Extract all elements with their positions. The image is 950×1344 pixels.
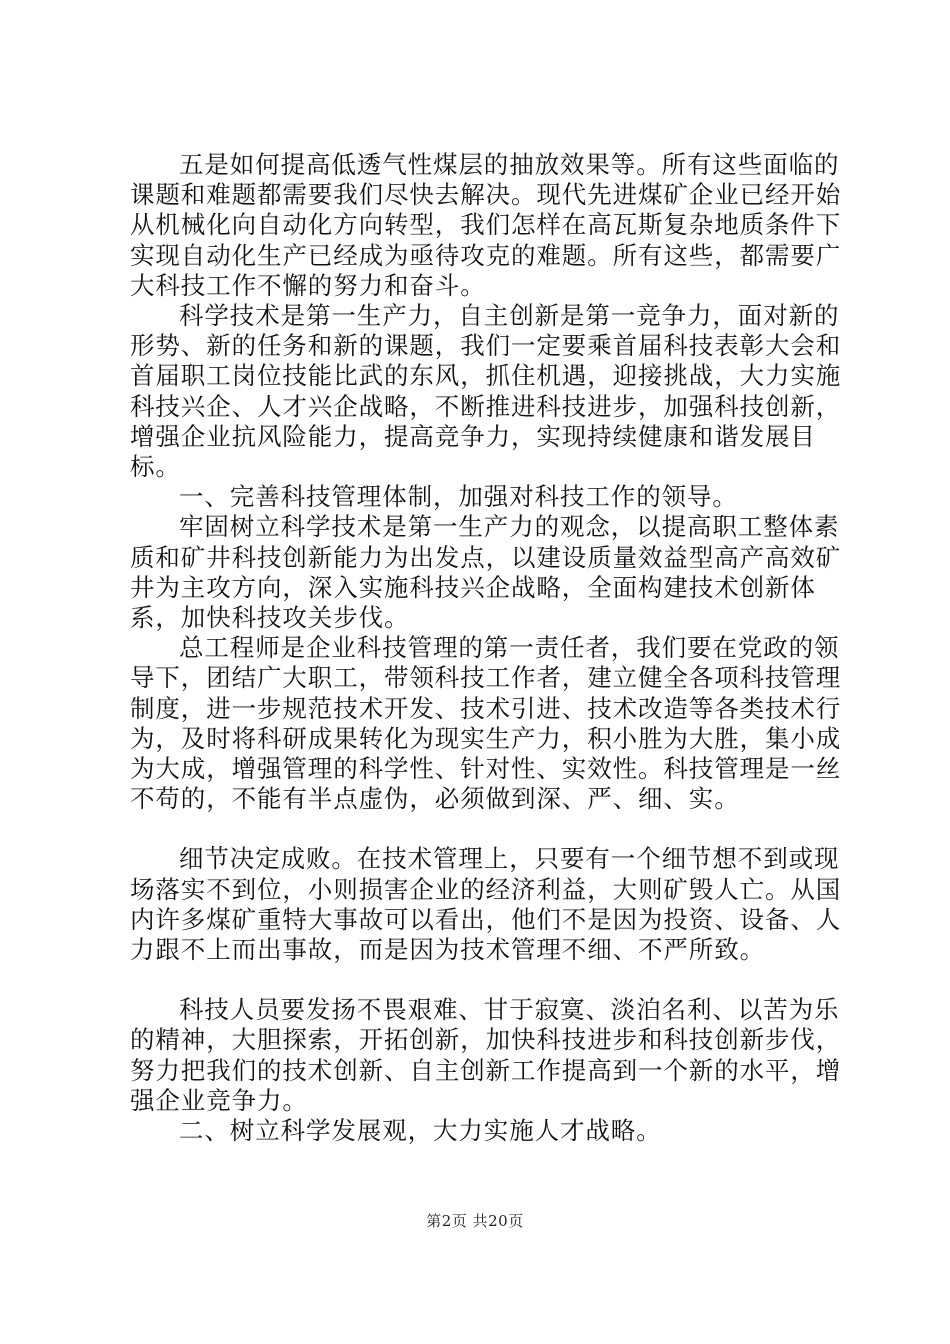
document-body [130,150,850,1146]
paragraph-5: 细节决定成败。在技术管理上，只要有一个细节想不到或现场落实不到位，小则损害企业的经济利益，大则矿毁人亡。从国内许多煤矿重特大事故可以看出，他们不是因为投资、设备、人力跟不上而出事故，而是因为技术管理不细、不严所致。 [130,844,842,965]
paragraph-3: 牢固树立科学技术是第一生产力的观念，以提高职工整体素质和矿井科技创新能力为出发点，以建设质量效益型高产高效矿井为主攻方向，深入实施科技兴企战略，全面构建技术创新体系，加快科技攻关步伐。 [130,512,842,633]
section-heading-2: 二、树立科学发展观，大力实施人才战略。 [179,1116,662,1146]
paragraph-1: 五是如何提高低透气性煤层的抽放效果等。所有这些面临的课题和难题都需要我们尽快去解决。现代先进煤矿企业已经开始从机械化向自动化方向转型，我们怎样在高瓦斯复杂地质条件下实现自动化生产已经成为亟待攻克的难题。所有这些，都需要广大科技工作不懈的努力和奋斗。 [130,150,842,300]
paragraph-4: 总工程师是企业科技管理的第一责任者，我们要在党政的领导下，团结广大职工，带领科技工作者，建立健全各项科技管理制度，进一步规范技术开发、技术引进、技术改造等各类技术行为，及时将科研成果转化为现实生产力，积小胜为大胜，集小成为大成，增强管理的科学性、针对性、实效性。科技管理是一丝不苟的，不能有半点虚伪，必须做到深、严、细、实。 [130,633,842,814]
section-heading-1: 一、完善科技管理体制，加强对科技工作的领导。 [179,482,738,512]
paragraph-2: 科学技术是第一生产力，自主创新是第一竞争力，面对新的形势、新的任务和新的课题，我们一定要乘首届科技表彰大会和首届职工岗位技能比武的东风，抓住机遇，迎接挑战，大力实施科技兴企、人才兴企战略，不断推进科技进步，加强科技创新，增强企业抗风险能力，提高竞争力，实现持续健康和谐发展目标。 [130,301,842,482]
page-footer: 第2页 共20页 [426,1212,524,1230]
paragraph-6: 科技人员要发扬不畏艰难、甘于寂寞、淡泊名利、以苦为乐的精神，大胆探索，开拓创新，加快科技进步和科技创新步伐，努力把我们的技术创新、自主创新工作提高到一个新的水平，增强企业竞争力。 [130,995,842,1115]
